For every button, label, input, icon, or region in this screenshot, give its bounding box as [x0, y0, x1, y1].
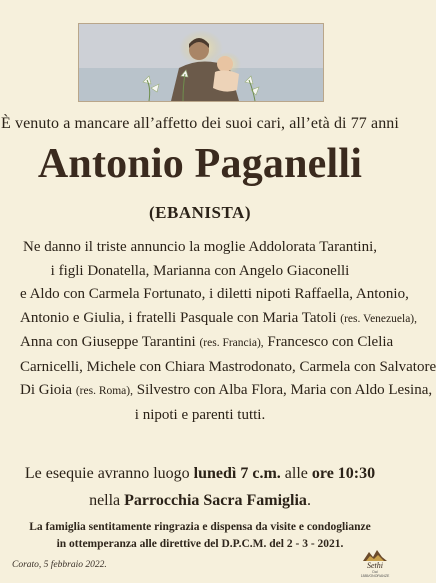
thanks-line: in ottemperanza alle direttive del D.P.C.M. del 2 - 3 - 2021.: [56, 538, 344, 550]
sethi-logo-icon: [360, 548, 390, 562]
announcement-line: [20, 379, 433, 404]
intro-text: È venuto a mancare all’affetto dei suoi cari, all’età di 77 anni: [1, 115, 399, 132]
announcement-text-part: Di Gioia: [20, 382, 73, 398]
saint-illustration: [79, 24, 323, 101]
residence-note: (res. Francia),: [199, 337, 264, 349]
funeral-text: nella: [89, 492, 121, 509]
announcement-line: [20, 331, 394, 356]
funeral-time: ore 10:30: [311, 465, 376, 482]
funeral-text: alle: [284, 465, 308, 482]
announcement-text-part: Silvestro con Alba Flora, Maria con Aldo Lesina,: [136, 382, 433, 398]
announcement-line: Ne danno il triste annuncio la moglie Addolorata Tarantini,: [22, 239, 377, 255]
announcement-text-part: Antonio e Giulia, i fratelli Pasquale con Maria Tatoli: [20, 309, 337, 326]
funeral-church: Parrocchia Sacra Famiglia: [124, 492, 307, 509]
funeral-date: lunedì 7 c.m.: [193, 465, 281, 482]
announcement-text: [20, 236, 436, 427]
thanks-line: La famiglia sentitamente ringrazia e dispensa da visite e condoglianze: [29, 521, 371, 533]
funeral-line: [20, 487, 380, 514]
announcement-line: i figli Donatella, Marianna con Angelo Giaconelli: [50, 262, 350, 279]
funeral-text: .: [306, 492, 311, 509]
logo-brand: Sethi: [367, 561, 383, 570]
residence-note: (res. Roma),: [75, 385, 133, 397]
saint-with-child-image: [78, 23, 324, 102]
announcement-text-part: Francesco con Clelia: [267, 334, 394, 350]
announcement-line: Carnicelli, Michele con Chiara Mastrodonato, Carmela con Salvatore: [20, 358, 436, 375]
announcement-line: [20, 307, 417, 332]
thanks-note: [10, 519, 390, 553]
residence-note: (res. Venezuela),: [340, 312, 417, 325]
sethi-logo: [360, 548, 390, 578]
logo-sub: Dal 1885/ONORANZE: [360, 570, 390, 578]
dateline: Corato, 5 febbraio 2022.: [12, 560, 107, 570]
funeral-line: [20, 460, 380, 487]
announcement-line: e Aldo con Carmela Fortunato, i diletti nipoti Raffaella, Antonio,: [20, 286, 409, 302]
deceased-name: Antonio Paganelli: [37, 141, 363, 187]
profession: (EBANISTA): [149, 203, 251, 222]
announcement-text-part: Anna con Giuseppe Tarantini: [20, 334, 196, 350]
funeral-details: [20, 460, 380, 514]
announcement-line: i nipoti e parenti tutti.: [134, 406, 266, 423]
funeral-text: Le esequie avranno luogo: [24, 465, 190, 482]
